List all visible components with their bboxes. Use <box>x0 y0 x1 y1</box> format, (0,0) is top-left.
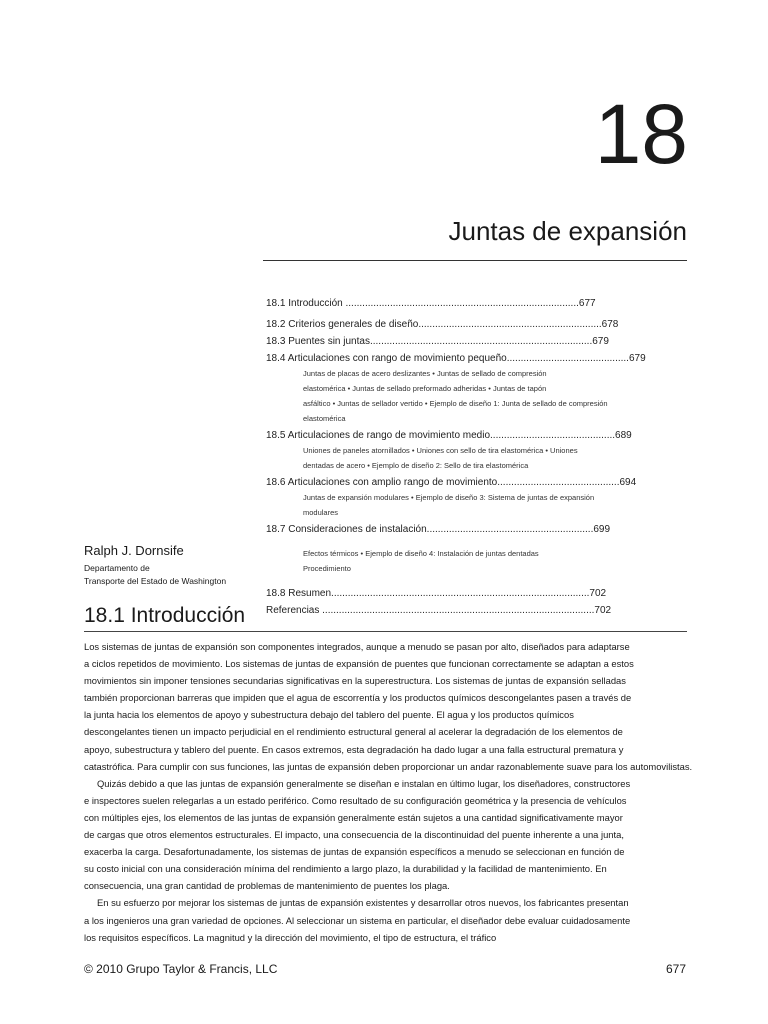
footer-page-number: 677 <box>665 962 686 976</box>
toc-entry: 18.7 Consideraciones de instalación............................................................699 <box>266 524 611 535</box>
body-line: a los ingenieros una gran variedad de opciones. Al seleccionar un sistema en particular, el diseñador debe evaluar cuidadosamente <box>84 914 631 926</box>
author-affiliation <box>84 562 226 588</box>
toc-subtopics <box>303 443 633 473</box>
author-block <box>84 543 226 588</box>
toc-subtopic-line: dentadas de acero • Ejemplo de diseño 2: Sello de tira elastomérica <box>303 461 529 470</box>
body-line: Quizás debido a que las juntas de expansión generalmente se diseñan e instalan en último lugar, los diseñadores, constructores <box>97 777 631 789</box>
body-line: Los sistemas de juntas de expansión son componentes integrados, aunque a menudo se pasan por alto, diseñados para adaptarse <box>84 641 630 652</box>
section-heading: 18.1 Introducción <box>84 604 246 627</box>
toc-subtopic-line: modulares <box>303 508 339 517</box>
body-line: consecuencia, una gran cantidad de problemas de mantenimiento de puentes los plaga. <box>84 880 450 892</box>
body-text <box>84 638 694 946</box>
toc-subtopic-line: Procedimiento <box>303 564 351 573</box>
body-line: catastrófica. Para cumplir con sus funciones, las juntas de expansión deben proporcionar un andar razonablemente suave para los automovilistas. <box>84 760 693 772</box>
title-divider <box>263 260 687 261</box>
toc-entry: 18.6 Articulaciones con amplio rango de movimiento............................................694 <box>266 477 637 488</box>
toc-subtopic-line: Efectos térmicos • Ejemplo de diseño 4: Instalación de juntas dentadas <box>303 549 539 558</box>
author-dept-line: Transporte del Estado de Washington <box>84 576 227 586</box>
body-line: a ciclos repetidos de movimiento. Los sistemas de juntas de expansión de puentes que funcionan correctamente se adaptan a estos <box>84 658 634 670</box>
toc-subtopic-line: Uniones de paneles atornillados • Uniones con sello de tira elastomérica • Uniones <box>303 446 578 455</box>
toc-subtopic-line: asfáltico • Juntas de sellador vertido • Ejemplo de diseño 1: Junta de sellado de compresión <box>303 399 608 408</box>
chapter-number: 18 <box>594 87 688 181</box>
author-dept-line: Departamento de <box>84 563 150 573</box>
body-line: con múltiples ejes, los elementos de las juntas de expansión generalmente están sujetos a una cantidad significativamente mayor <box>84 811 623 823</box>
body-line: su costo inicial con una consideración mínima del rendimiento a largo plazo, la durabilidad y la facilidad de mantenimiento. En <box>84 863 607 875</box>
author-name: Ralph J. Dornsife <box>84 543 184 558</box>
body-line: movimientos sin imponer tensiones secundarias significativas en la superestructura. Los sistemas de juntas de expansión selladas <box>84 675 626 687</box>
footer-copyright: © 2010 Grupo Taylor & Francis, LLC <box>84 962 278 976</box>
toc-subtopic-line: elastomérica • Juntas de sellado preformado adheridas • Juntas de tapón <box>303 384 547 393</box>
body-line: apoyo, subestructura y tablero del puente. En casos extremos, esta degradación ha dado lugar a una falla estructural prematura y <box>84 743 624 755</box>
toc-entry: 18.1 Introducción ....................................................................................677 <box>266 298 596 309</box>
body-line: e inspectores suelen relegarlas a un estado periférico. Como resultado de su configuración geométrica y la presencia de vehículos <box>84 794 627 806</box>
body-line: exacerba la carga. Desafortunadamente, los sistemas de juntas de expansión específicos a menudo se seleccionan en función de <box>84 846 625 858</box>
toc-entry: 18.5 Articulaciones de rango de movimiento medio.............................................689 <box>266 430 632 441</box>
toc-subtopics <box>303 490 633 520</box>
section-divider <box>84 631 687 632</box>
toc-entry: 18.8 Resumen.............................................................................................702 <box>266 588 607 599</box>
chapter-title: Juntas de expansión <box>448 216 687 246</box>
toc-entry: 18.2 Criterios generales de diseño..................................................................678 <box>266 319 619 330</box>
toc-subtopics <box>303 366 633 426</box>
toc-subtopic-line: Juntas de placas de acero deslizantes • Juntas de sellado de compresión <box>303 369 547 378</box>
body-line: también proporcionan barreras que impiden que el agua de escorrentía y los productos químicos descongelantes pasen a través de <box>84 692 632 704</box>
toc-entry: 18.3 Puentes sin juntas................................................................................679 <box>266 336 609 347</box>
toc-subtopic-line: elastomérica <box>303 414 346 423</box>
toc-entry: 18.4 Articulaciones con rango de movimiento pequeño............................................679 <box>266 353 646 364</box>
toc-subtopics <box>303 546 633 576</box>
toc-subtopic-line: Juntas de expansión modulares • Ejemplo de diseño 3: Sistema de juntas de expansión <box>303 493 595 502</box>
body-line: los requisitos específicos. La magnitud y la dirección del movimiento, el tipo de estructura, el tráfico <box>84 931 497 943</box>
body-line: En su esfuerzo por mejorar los sistemas de juntas de expansión existentes y desarrollar otros nuevos, los fabricantes presentan <box>97 897 629 909</box>
body-line: descongelantes tienen un impacto perjudicial en el rendimiento estructural general al acelerar la degradación de los elementos de <box>84 726 623 738</box>
body-line: la junta hacia los elementos de apoyo y subestructura debajo del tablero del puente. El agua y los productos químicos <box>84 709 574 721</box>
body-line: de cargas que otros elementos estructurales. El impacto, una consecuencia de la discontinuidad del puente inherente a una junta, <box>84 829 624 841</box>
table-of-contents <box>266 294 696 618</box>
toc-entry: Referencias ..................................................................................................702 <box>266 605 612 616</box>
